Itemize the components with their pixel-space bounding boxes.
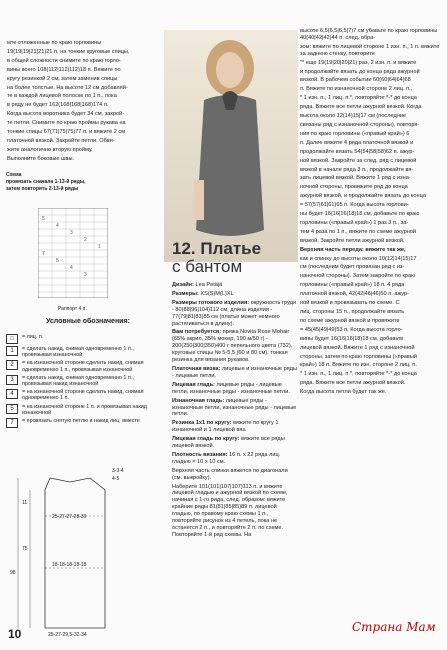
svg-text:5: 5 [56,258,59,264]
col3-line: ной вязкой и провязывать по схеме. С [300,300,400,307]
legend-text: = на изнаночной стороне сделать накид, снимая одновременно 1 п. [22,389,144,402]
spec-label: Платочная вязка: [172,365,221,372]
col3-line: горловины («правый край») 18 п. 4 ряда [300,282,405,289]
schem-m2-label: 75 [22,546,28,552]
legend-row [6,375,156,387]
schem-top-label: 3-3-4 [112,468,124,474]
col3-line: ния по краю горловины («правый край») 6 [300,130,410,137]
col3-line: и продолжайте вязать до конца ряда ажурной [300,68,420,75]
col1-line: Когда высота воротника будет 34 см, закрой- [7,111,125,118]
col3-line: п. Далее вяжите 4 ряда платочной вязкой и [300,139,414,146]
schem-m1-label: 11 [22,500,28,506]
svg-text:4: 4 [70,265,73,271]
col1-line: на более толстые. На высоте 12 см добавляй- [7,84,128,91]
col3-line: связаны ряд с изнаночной стороны), повторя- [300,121,420,128]
col3-line: лицевой вязкой. Вяжите 1 ряд с изнаночной [300,344,415,351]
spec-text: 16 п. х 22 ряда лиц. гладью = 10 х 10 см. [172,451,281,465]
site-watermark: Страна Мам [352,620,436,634]
spec-text: Наберите 101(101|107|107)113 п. и вяжите лицевой гладью и ажурной вязкой по схеме, начиная с 1-го ряда, след. образом: вяжите крайние ряды 81(81|85|85)89 п. лицевой гладью, по правому краю схемы 1 п., повторяйте рисунок из 4 петель, пока не останется 2 п., и повторяйте 2 п. по схеме. Повторяйте 1-й ряд схемы. На [172,483,288,538]
legend-row [6,389,156,401]
spec-text: пряжа Novita Rose Mohair (65% акрил, 35% мохер, 190 м/50 г) - 200(250|300|350)400 г пепельного цвета (732), круговые спицы № 5-5,5 (60 и 80 см), тонкая резинка для вязания рукавов. [172,329,293,364]
col1-line: кругу резинкой 2 см, затем заменив спицы [7,75,118,82]
column-2-text [172,282,297,541]
spec-row [172,452,297,466]
spec-label: Размеры: [172,290,199,297]
chart-caption: Схема [6,172,22,178]
legend-symbol: 2 [6,360,18,370]
col3-line: платочной вязкой, 42(42|46|46)50 п. ажур- [300,291,409,298]
col3-line: = 57(57|61|61)65 п. Когда высота горлови- [300,202,409,209]
spec-label: Вам потребуется: [172,329,222,336]
col3-line: ажурной вязкой, и продолжайте вязать до конца [300,193,426,200]
col3-line: наночной стороны). Затем закройте по краю [300,273,416,280]
schem-h1-label: 98 [10,570,16,576]
spec-text: XS(S)M(L)XL [200,290,234,297]
spec-text: лицевые ряды - лицевые петли, изнаночные ряды - изнаночные петли. [172,381,290,395]
spec-label: Размеры готового изделия: [172,299,250,306]
col3-line: зом: вяжите по лицевой стороне 1 изн. п., 1 п. вяжите за заднюю стенку, повторите [300,43,440,57]
col1-line: те в каждой лицевой полоске по 1 п., пока [7,93,117,100]
spec-label: Изнаночная гладь: [172,397,225,404]
col3-line: продолжайте вязать 54(54|58|58)62 п. ажур- [300,148,415,155]
col3-line: см (последним будет провязан ряд с из- [300,264,405,271]
knitting-chart [38,208,108,298]
chart-caption-line2: затем повторять 2-13-й ряды [6,186,79,192]
spec-text: окружность груди - 80(88|96|104)112 см, длина изделия - 77(79|81|83)85 см (платье может немного растягиваться в длину). [172,299,296,327]
legend-row [6,360,156,372]
legend-symbol: □ [6,334,18,344]
spec-row [172,291,297,298]
model-illustration [164,30,298,262]
svg-text:4: 4 [56,223,59,229]
col1-line: те петли. Снимите по краю проймы рукава на [7,120,126,127]
col3-line: * 1 изн. п., 1 лиц. п.*, повторяйте *-* до конца [300,371,417,378]
pattern-title-text: с бантом [172,257,243,276]
col1-line: в общей сложности снимите по краю горло- [7,57,121,64]
spec-row [172,436,297,450]
spec-text: Lea Petäjä [195,282,223,288]
legend-text: = лиц. п. [22,334,44,340]
spec-row [172,398,297,419]
spec-label: Лицевая гладь по кругу: [172,436,240,443]
col1-line: платочной вязкой. Закройте петли. Обвя- [7,137,115,144]
col3-line: по схеме ажурной вязкой и провяжите [300,317,400,324]
spec-label: Резинка 1х1 по кругу: [172,420,232,427]
col3-line: * 1 изн. п., 1 лиц. п.*, повторяйте *-* до конца [300,95,417,102]
column-1-text [7,40,162,165]
legend-row [6,346,156,358]
svg-text:7: 7 [42,251,45,257]
col1-line: Выполните боковые швы. [7,155,75,162]
col3-line: высота около 12(14)15|17 см (последние [300,113,407,120]
spec-row [172,329,297,364]
legend-text: = сделать накид, снимая одновременно 1 п., провязывая изнаночной [22,346,134,359]
col3-line: край») 18 п. Вяжите по изн. стороне 2 лиц. п. [300,362,417,369]
svg-text:3: 3 [70,230,73,236]
legend-title: Условные обозначения: [46,318,130,325]
col3-line: горловины («правый край») 1 раз 3 п., за- [300,219,409,226]
rapport-label: Раппорт 4 п. [58,306,87,312]
dress-schematic [10,468,150,638]
chart-caption-line1: провязать сначала 1-13-й ряды, [6,179,86,185]
pattern-title-number: 12. Платье [172,239,262,258]
col1-line: 19(19|19|21|21)21 п. на тонкие круговые спицы, [7,48,130,55]
svg-text:5: 5 [42,216,45,222]
legend-symbol: 7 [6,418,18,428]
col1-line: мте отложенные по краю горловины [7,40,102,46]
column-3-text [300,28,440,398]
page-number: 10 [8,627,22,641]
col3-line: стороны, затем по краю горловины («правый [300,353,418,360]
col3-line: ночной стороны, провяжите ряд до конца [300,184,408,191]
col1-line: вины всего 108(112|112|112)18 п. Вяжите по [7,66,121,73]
col3-line: высоте 6,5(6,5|6,5|7)7 см убавьте по краю горловины 40(40|42|42)44 п. след. обра- [300,28,438,41]
spec-label: Лицевая гладь: [172,381,215,388]
spec-row [172,366,297,380]
spec-text: лицевые ряды - изнаночные петли, изнаночные ряды - лицевые петли. [172,397,297,418]
col3-line: лиц. стороны 15 п., продолжайте вязать [300,309,405,315]
legend-row [6,418,156,428]
legend-text: = на изнаночной стороне сделать накид, снимая одновременно 1 п., провязывая изнаночной [22,360,144,373]
spec-row [172,282,297,289]
col3-line: ны будет 16(16|16|18)18 см, добавьте по краю [300,211,420,218]
spec-text: Верхняя часть спинки вяжется по диагонали (см. выкройку). [172,467,288,481]
legend-symbol: 5 [6,404,18,414]
col3-line: как и спинку до высоты около 10(12|14|15)17 [300,255,417,262]
spec-row [172,382,297,396]
col3-line: "* еще 19(19|20|20|21) раз, 2 изн. п. и вяжите [300,59,417,66]
spec-text: вяжите по кругу 1 изнаночной и 1 лицевой вяз. [172,420,279,434]
col3-line: вины будет 16(16|16|18)18 см, добавьте [300,335,404,342]
legend-symbol: 3 [6,375,18,385]
spec-row [172,468,297,482]
spec-text: вяжите все ряды лицевой вязкой. [172,436,285,450]
col3-line: вязкой в начале ряда 3 п., продолжайте вя- [300,166,414,173]
svg-text:3: 3 [84,272,87,278]
model-photo [164,30,298,262]
legend-row [6,334,156,344]
schem-bottom-label: 25-27-29,5-32-34 [48,632,87,638]
col1-line: в ряду не будет 162(168|168|168)174 п. [7,102,109,109]
spec-label: Дизайн: [172,282,194,288]
spec-row [172,300,297,328]
col3-line: Когда высота петли будет так же. [300,389,387,396]
spec-text: лицевые и изнаночные ряды - лицевые петли. [172,365,297,379]
legend [6,334,156,430]
col3-line: п. Вяжите по изнаночной стороне 2 лиц. п., [300,86,413,93]
col3-line: ряда. Вяжите все петли ажурной вязкой. [300,380,406,387]
col3-line: тем 4 раза по 1 п., вяжите по схеме ажурной [300,228,417,235]
legend-symbol: 1 [6,346,18,356]
spec-row [172,420,297,434]
col1-line: тонкие спицы 67(71|75|75)77 п. и вяжите 2 см [7,129,126,136]
schem-w1-label: 25-27-27-28-30 [52,514,87,520]
col3-section-heading: Верхняя часть переда: вяжите так же, [300,246,406,253]
legend-text: = на изнаночной стороне 1 п. и провязывая накид изнаночной [22,403,147,416]
schem-top2-label: 4-5 [112,476,120,482]
col3-line: вязкой. Закройте петли ажурной вязкой. [300,237,405,244]
col1-line: жите аналогично вторую пройму. [7,146,93,153]
spec-label: Плотность вязания: [172,451,228,458]
col3-line: зать лицевой вязкой. Вяжите 1 ряд с изна- [300,175,411,182]
col3-line: ряда. Вяжите все петли ажурной вязкой. Когда [300,104,422,111]
legend-text: = провязать снятую петлю и накид лиц. вместе [22,418,140,425]
svg-text:2: 2 [84,237,87,243]
legend-text: = сделать накид, снимая одновременно 1 п., провязывая накид изнаночной [22,374,134,388]
svg-text:1: 1 [98,244,101,250]
col3-line: = 45(45|49|49)53 п. Когда высота горло- [300,326,403,333]
schem-w2-label: 18-18-18-18-18 [52,562,87,568]
legend-symbol: 4 [6,389,18,399]
spec-row [172,484,297,539]
col3-line: ной вязкой. Закройте за след. ряд с лицевой [300,157,417,164]
legend-row [6,404,156,416]
col3-line: вязкой. В рабочем событии 60(60|64|64)68 [300,77,411,84]
